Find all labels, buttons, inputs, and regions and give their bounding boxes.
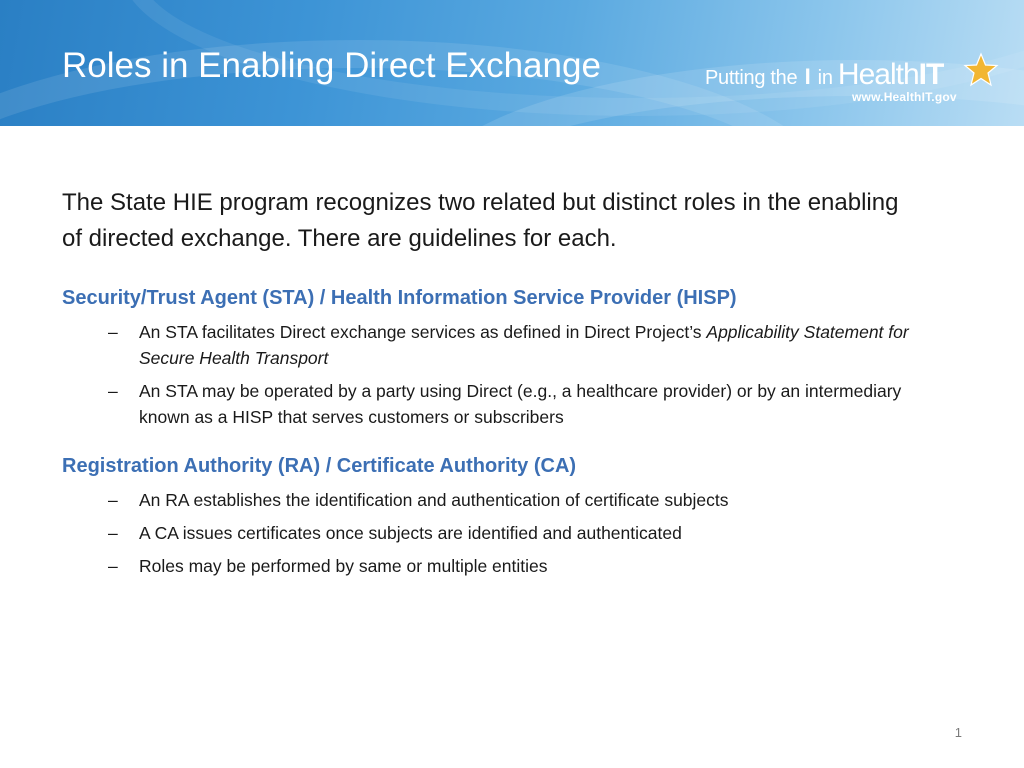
logo-text-in: in — [817, 67, 833, 89]
logo-text-putting: Putting the — [705, 67, 798, 89]
bullet-text: An STA facilitates Direct exchange services as defined in Direct Project’s — [139, 322, 707, 342]
bullet-dash: – — [108, 490, 118, 510]
bullet-dash: – — [108, 556, 118, 576]
logo-text-i: I — [804, 64, 811, 89]
logo-url[interactable]: www.HealthIT.gov — [852, 90, 957, 104]
bullet-text: An RA establishes the identification and authentication of certificate subjects — [139, 490, 729, 510]
sta-hisp-bullet-list — [108, 319, 928, 437]
bullet-dash: – — [108, 322, 118, 342]
bullet-text: A CA issues certificates once subjects are identified and authenticated — [139, 523, 682, 543]
section-heading-ra-ca: Registration Authority (RA) / Certificate Authority (CA) — [62, 455, 577, 477]
section-heading-sta-hisp: Security/Trust Agent (STA) / Health Information Service Provider (HISP) — [62, 287, 737, 309]
list-item — [108, 319, 928, 371]
bullet-dash: – — [108, 381, 118, 401]
logo-text-health: Health — [837, 58, 919, 91]
logo-text-it: IT — [918, 58, 944, 91]
intro-paragraph: The State HIE program recognizes two related but distinct roles in the enabling of directed exchange. There are guidelines for each. — [62, 189, 899, 252]
star-icon — [963, 52, 999, 88]
bullet-emphasis: Applicability Statement for Secure Health Transport — [139, 322, 909, 368]
healthit-logo[interactable] — [705, 52, 1005, 104]
list-item — [108, 520, 928, 546]
ra-ca-bullet-list — [108, 487, 928, 586]
header-banner — [0, 0, 1024, 126]
list-item — [108, 487, 928, 513]
slide-title: Roles in Enabling Direct Exchange — [62, 46, 601, 85]
list-item — [108, 378, 928, 430]
page-number: 1 — [954, 725, 962, 740]
bullet-text: An STA may be operated by a party using Direct (e.g., a healthcare provider) or by an intermediary known as a HISP that serves customers or subscribers — [139, 381, 902, 427]
logo-wordmark — [705, 58, 943, 92]
bullet-dash: – — [108, 523, 118, 543]
bullet-text: Roles may be performed by same or multiple entities — [139, 556, 548, 576]
list-item — [108, 553, 928, 579]
